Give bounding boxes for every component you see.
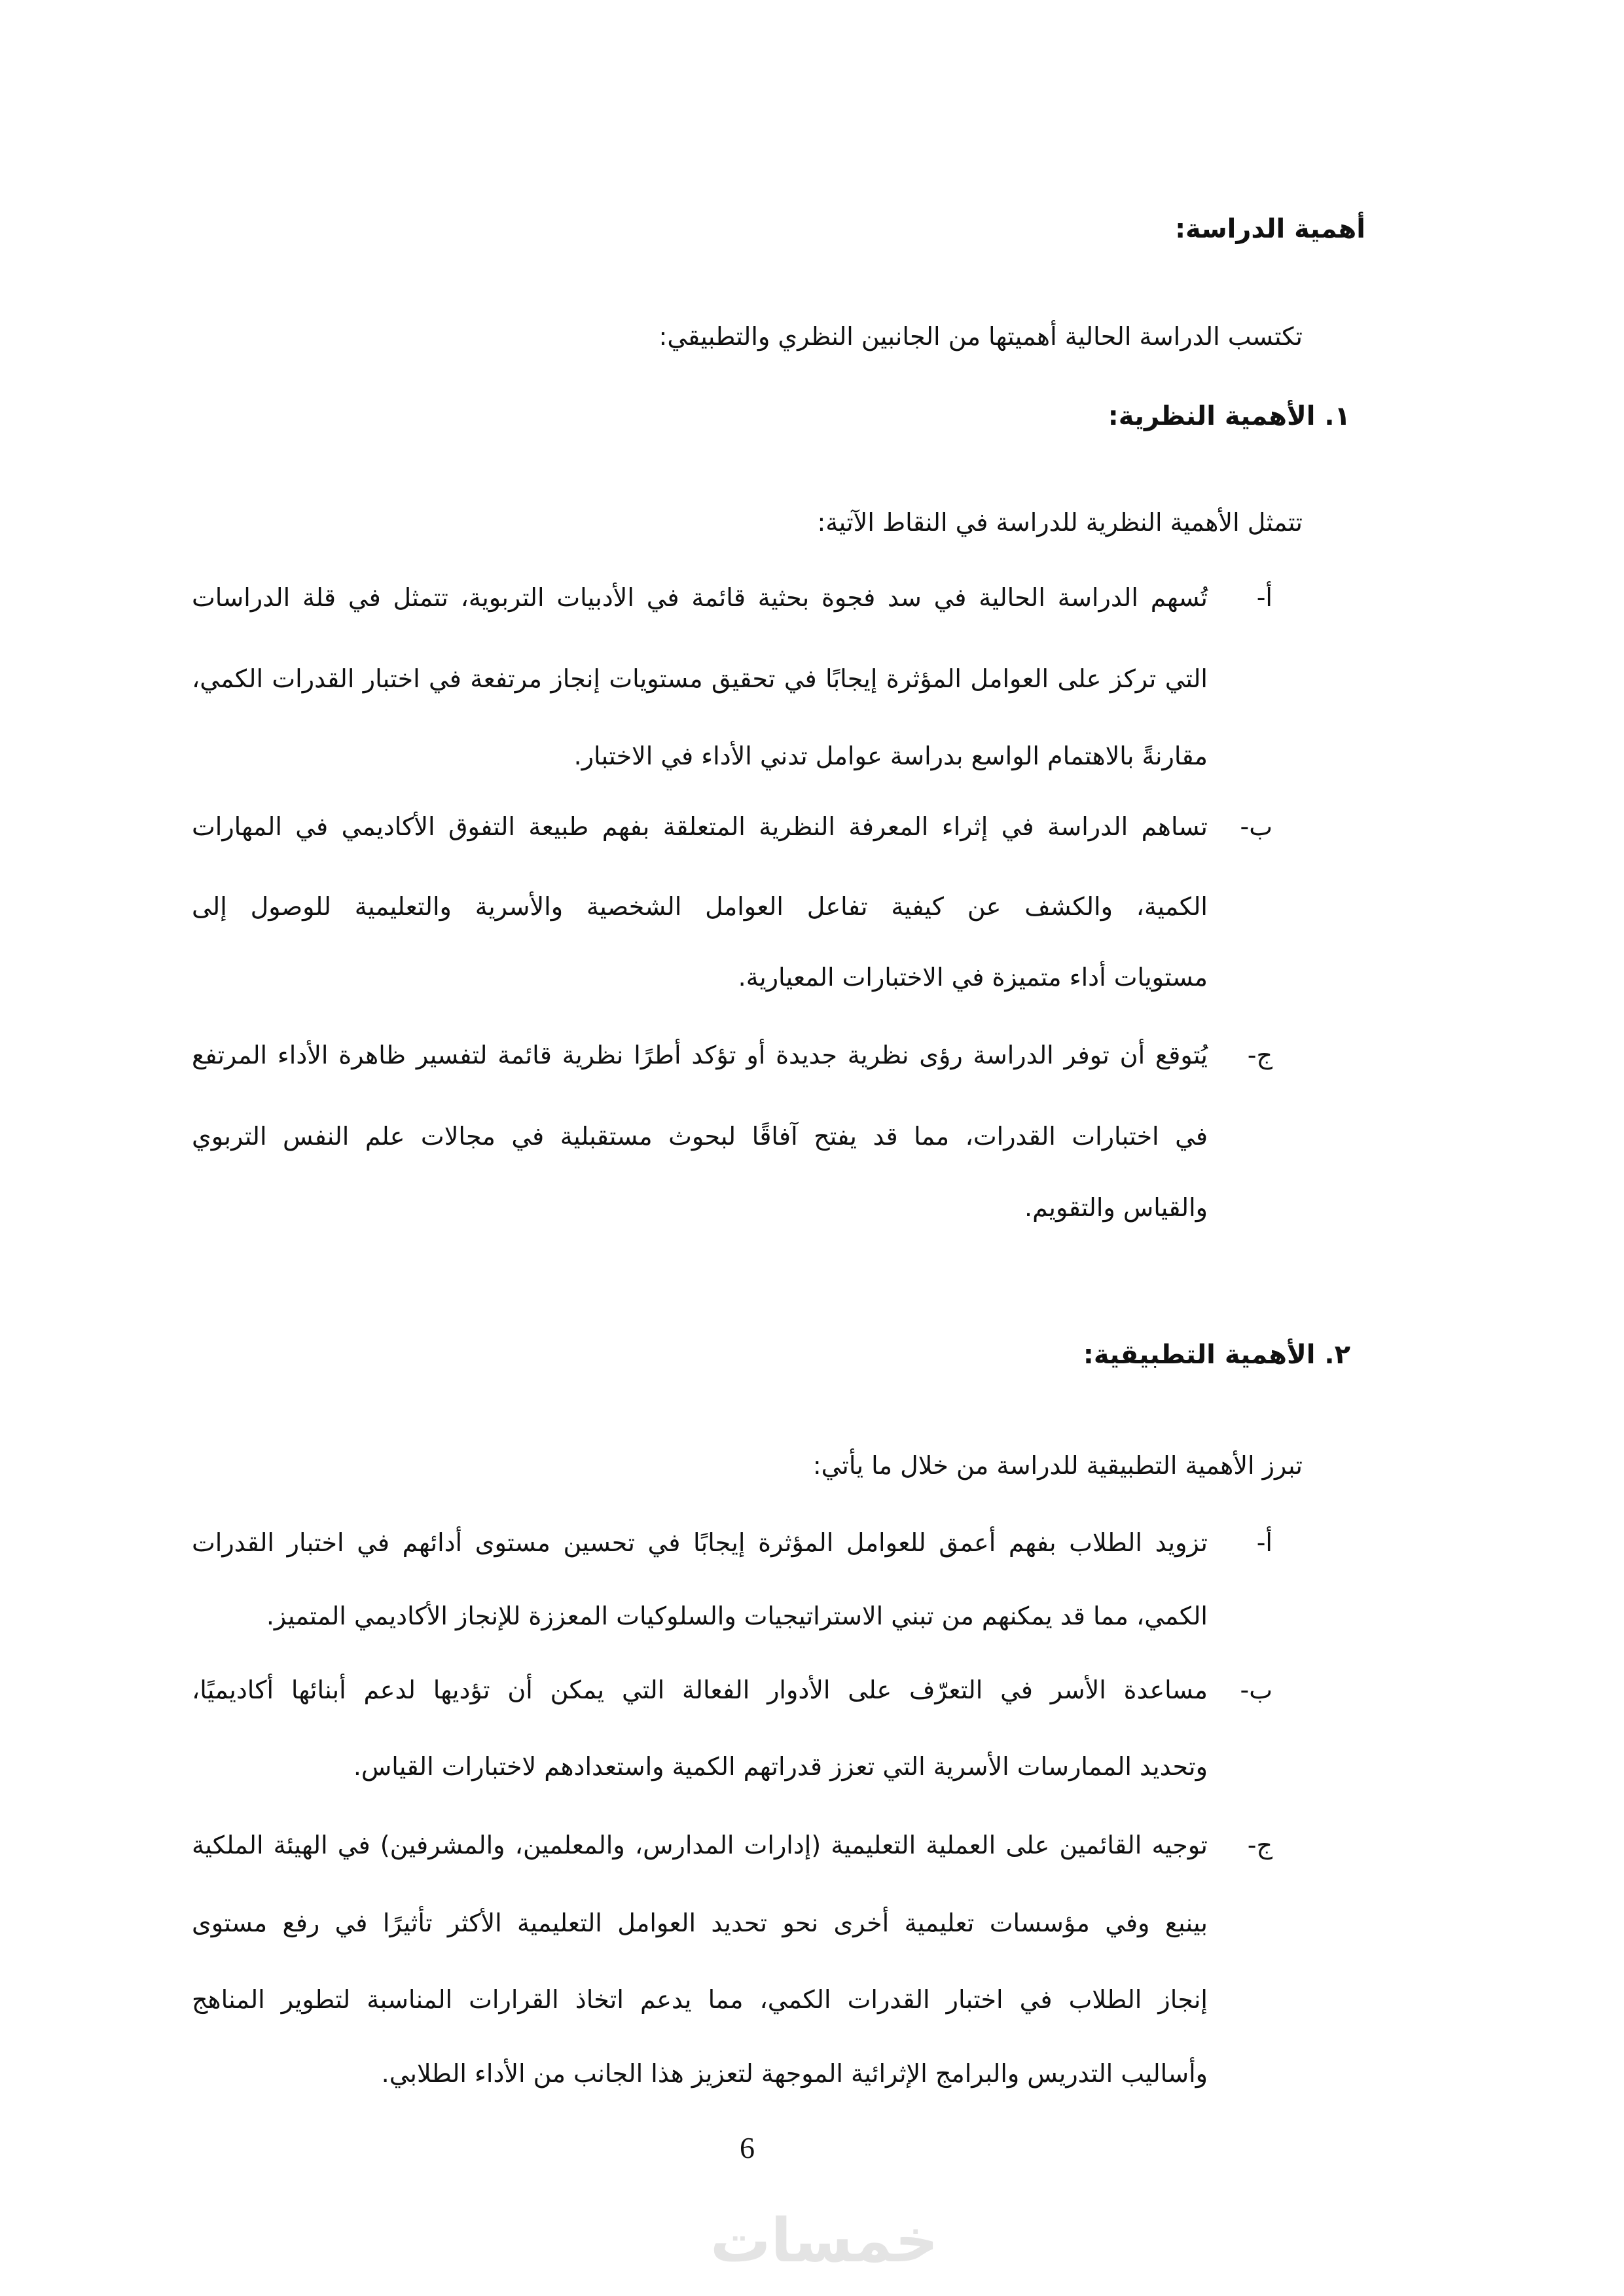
- line: وأساليب التدريس والبرامج الإثرائية الموجهة لتعزيز هذا الجانب من الأداء الطلابي.: [381, 2059, 1208, 2088]
- line: يُتوقع أن توفر الدراسة رؤى نظرية جديدة أو تؤكد أطرًا نظرية قائمة لتفسير ظاهرة الأداء المرتفع: [192, 1041, 1208, 1069]
- line: التي تركز على العوامل المؤثرة إيجابًا في تحقيق مستويات إنجاز مرتفعة في اختبار القدرات الكمي،: [192, 664, 1208, 693]
- line: توجيه القائمين على العملية التعليمية (إدارات المدارس، والمعلمين، والمشرفين) في الهيئة الملكية: [192, 1831, 1208, 1859]
- list-marker: ب-: [1240, 1676, 1272, 1704]
- applied-heading: ٢. الأهمية التطبيقية:: [1083, 1340, 1350, 1370]
- list-marker: ب-: [1240, 812, 1272, 841]
- section-title: أهمية الدراسة:: [1175, 214, 1365, 244]
- line: الكمي، مما قد يمكنهم من تبني الاستراتيجيات والسلوكيات المعززة للإنجاز الأكاديمي المتميز.: [266, 1602, 1208, 1630]
- page-number: 6: [740, 2131, 755, 2164]
- list-marker: أ-: [1256, 583, 1272, 612]
- theory-heading: ١. الأهمية النظرية:: [1108, 401, 1350, 431]
- watermark-logo: خمسات: [710, 2206, 939, 2276]
- list-marker: ج-: [1247, 1831, 1272, 1859]
- list-marker: ج-: [1247, 1041, 1272, 1069]
- line: والقياس والتقويم.: [1024, 1193, 1208, 1222]
- list-marker: أ-: [1256, 1528, 1272, 1557]
- line: في اختبارات القدرات، مما قد يفتح آفاقًا لبحوث مستقبلية في مجالات علم النفس التربوي: [192, 1122, 1208, 1151]
- theory-lead: تتمثل الأهمية النظرية للدراسة في النقاط الآتية:: [817, 508, 1303, 537]
- line: مقارنةً بالاهتمام الواسع بدراسة عوامل تدني الأداء في الاختبار.: [573, 742, 1208, 770]
- line: تزويد الطلاب بفهم أعمق للعوامل المؤثرة إيجابًا في تحسين مستوى أدائهم في اختبار القدرات: [192, 1528, 1208, 1557]
- line: الكمية، والكشف عن كيفية تفاعل العوامل الشخصية والأسرية والتعليمية للوصول إلى: [192, 892, 1208, 921]
- line: تُسهم الدراسة الحالية في سد فجوة بحثية قائمة في الأدبيات التربوية، تتمثل في قلة الدراسات: [192, 583, 1208, 612]
- intro-text: تكتسب الدراسة الحالية أهميتها من الجانبين النظري والتطبيقي:: [659, 322, 1303, 351]
- line: مستويات أداء متميزة في الاختبارات المعيارية.: [738, 963, 1208, 992]
- line: بينبع وفي مؤسسات تعليمية أخرى نحو تحديد العوامل التعليمية الأكثر تأثيرًا في رفع مستوى: [192, 1909, 1208, 1937]
- line: إنجاز الطلاب في اختبار القدرات الكمي، مما يدعم اتخاذ القرارات المناسبة لتطوير المناهج: [192, 1985, 1208, 2014]
- line: وتحديد الممارسات الأسرية التي تعزز قدراتهم الكمية واستعدادهم لاختبارات القياس.: [353, 1752, 1208, 1781]
- line: تساهم الدراسة في إثراء المعرفة النظرية المتعلقة بفهم طبيعة التفوق الأكاديمي في المهارات: [192, 812, 1208, 841]
- line: مساعدة الأسر في التعرّف على الأدوار الفعالة التي يمكن أن تؤديها لدعم أبنائها أكاديميًا،: [192, 1676, 1208, 1704]
- applied-lead: تبرز الأهمية التطبيقية للدراسة من خلال ما يأتي:: [812, 1451, 1303, 1480]
